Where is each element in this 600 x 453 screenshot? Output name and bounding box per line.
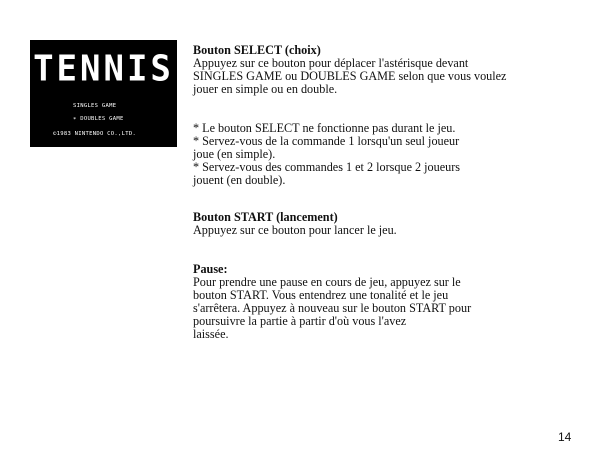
pause-heading: Pause: xyxy=(193,262,228,276)
pause-line: s'arrêtera. Appuyez à nouveau sur le bouton START pour xyxy=(193,301,472,315)
select-line: jouer en simple ou en double. xyxy=(193,82,338,96)
pause-line: bouton START. Vous entendrez une tonalité et le jeu xyxy=(193,288,449,302)
select-line: SINGLES GAME ou DOUBLES GAME selon que vous voulez xyxy=(193,69,507,83)
select-heading: Bouton SELECT (choix) xyxy=(193,43,321,57)
select-line: Appuyez sur ce bouton pour déplacer l'astérisque devant xyxy=(193,56,469,70)
note-line: * Le bouton SELECT ne fonctionne pas durant le jeu. xyxy=(193,121,456,135)
note-line: jouent (en double). xyxy=(193,173,286,187)
note-line: joue (en simple). xyxy=(193,147,276,161)
pause-line: Pour prendre une pause en cours de jeu, appuyez sur le xyxy=(193,275,461,289)
page-number: 14 xyxy=(558,430,572,444)
singles-game-option: SINGLES GAME xyxy=(73,103,117,109)
pause-line: poursuivre la partie à partir d'où vous l'avez xyxy=(193,314,407,328)
start-line: Appuyez sur ce bouton pour lancer le jeu. xyxy=(193,223,397,237)
start-heading: Bouton START (lancement) xyxy=(193,210,338,224)
start-section xyxy=(193,211,573,237)
game-title: TENNIS xyxy=(33,48,174,90)
note-line: * Servez-vous de la commande 1 lorsqu'un seul joueur xyxy=(193,134,460,148)
instructions-text xyxy=(193,44,573,341)
notes-section xyxy=(193,122,573,187)
note-line: * Servez-vous des commandes 1 et 2 lorsque 2 joueurs xyxy=(193,160,461,174)
select-section xyxy=(193,44,573,96)
pause-line: laissée. xyxy=(193,327,229,341)
pause-section xyxy=(193,263,573,341)
game-title-screenshot xyxy=(30,40,177,147)
copyright-notice: ©1983 NINTENDO CO.,LTD. xyxy=(53,131,137,137)
doubles-game-option: ∗ DOUBLES GAME xyxy=(73,116,124,122)
